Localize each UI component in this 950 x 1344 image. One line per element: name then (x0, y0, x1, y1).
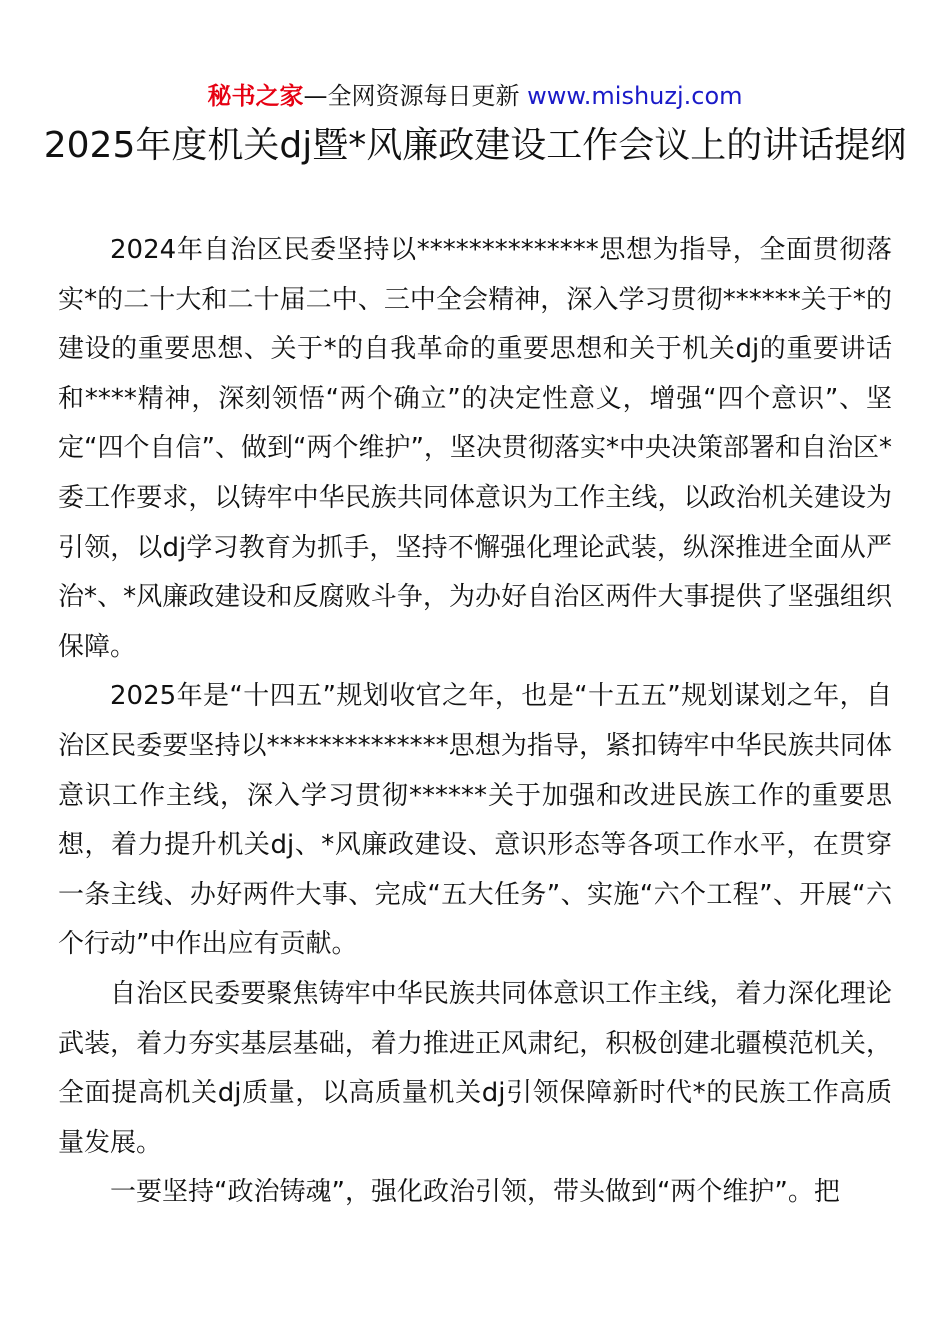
paragraph-3: 自治区民委要聚焦铸牢中华民族共同体意识工作主线，着力深化理论武装，着力夯实基层基础，着力推进正风肃纪，积极创建北疆模范机关，全面提高机关dj质量，以高质量机关dj引领保障新时代*的民族工作高质量发展。 (58, 978, 892, 1158)
site-banner (0, 80, 950, 112)
paragraph-2: 2025年是“十四五”规划收官之年，也是“十五五”规划谋划之年，自治区民委要坚持以**************思想为指导，紧扣铸牢中华民族共同体意识工作主线，深入学习贯彻******关于加强和改进民族工作的重要思想，着力提升机关dj、*风廉政建设、意识形态等各项工作水平，在贯穿一条主线、办好两件大事、完成“五大任务”、实施“六个工程”、开展“六个行动”中作出应有贡献。 (58, 681, 892, 960)
document-body (58, 226, 892, 1218)
site-url-link[interactable]: www.mishuzj.com (527, 82, 743, 110)
brand-name: 秘书之家 (207, 82, 304, 110)
document-title: 2025年度机关dj暨*风廉政建设工作会议上的讲话提纲 (43, 125, 907, 166)
paragraph-1: 2024年自治区民委坚持以**************思想为指导，全面贯彻落实*的二十大和二十届二中、三中全会精神，深入学习贯彻******关于*的建设的重要思想、关于*的自我革命的重要思想和关于机关dj的重要讲话和****精神，深刻领悟“两个确立”的决定性意义，增强“四个意识”、坚定“四个自信”、做到“两个维护”，坚决贯彻落实*中央决策部署和自治区*委工作要求，以铸牢中华民族共同体意识为工作主线，以政治机关建设为引领，以dj学习教育为抓手，坚持不懈强化理论武装，纵深推进全面从严治*、*风廉政建设和反腐败斗争，为办好自治区两件大事提供了坚强组织保障。 (58, 235, 892, 662)
slogan: —全网资源每日更新 (303, 82, 520, 110)
paragraph-4: 一要坚持“政治铸魂”，强化政治引领，带头做到“两个维护”。把 (110, 1177, 840, 1208)
